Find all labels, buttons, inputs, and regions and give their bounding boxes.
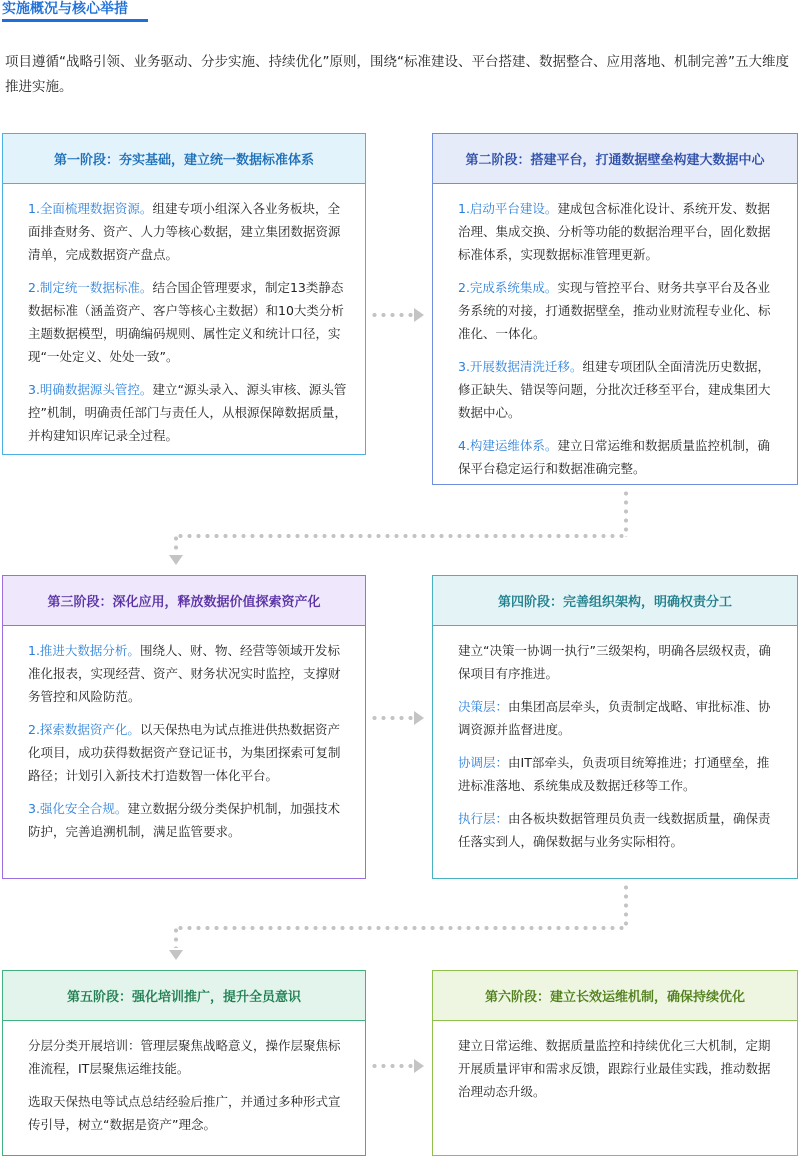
connector-3-4-line — [370, 716, 414, 720]
stage-2-body — [433, 183, 797, 484]
stage-2-item-lead: 2.完成系统集成。 — [458, 280, 558, 295]
stage-1-item-text: 结合国企管理要求，制定13类静态数据标准（涵盖资产、客户等核心主数据）和10大类分析主题数据模型，明确编码规则、属性定义和统计口径，实现“一处定义、处处一致”。 — [28, 280, 344, 364]
stage-1-item — [28, 378, 349, 447]
stage-4-item-text: 由IT部牵头，负责项目统筹推进；打通壁垒，推进标准落地、系统集成及数据迁移等工作。 — [458, 755, 770, 793]
stage-3-item-text: 以天保热电为试点推进供热数据资产化项目，成功获得数据资产登记证书，为集团探索可复制路径；计划引入新技术打造数智一体化平台。 — [28, 722, 341, 783]
stage-3-item — [28, 718, 349, 787]
stage-1-title: 第一阶段：夯实基础，建立统一数据标准体系 — [3, 134, 365, 184]
stage-2-item-text: 建成包含标准化设计、系统开发、数据治理、集成交换、分析等功能的数据治理平台，固化数据标准体系，实现数据标准管理更新。 — [458, 201, 771, 262]
section-title: 实施概况与核心举措 — [2, 0, 152, 22]
stage-4-item-text: 由各板块数据管理员负责一线数据质量，确保责任落实到人，确保数据与业务实际相符。 — [458, 811, 771, 849]
stage-1-item-text: 组建专项小组深入各业务板块，全面排查财务、资产、人力等核心数据，建立集团数据资源清单，完成数据资产盘点。 — [28, 201, 341, 262]
title-underline — [2, 19, 148, 22]
stage-2-box — [432, 133, 798, 485]
stage-5-box — [2, 970, 366, 1156]
stage-1-item-text: 建立“源头录入、源头审核、源头管控”机制，明确责任部门与责任人，从根源保障数据质量，并构建知识库记录全过程。 — [28, 382, 347, 443]
stage-3-item-text: 围绕人、财、物、经营等领域开发标准化报表，实现经营、资产、财务状况实时监控，支撑财务管控和风险防范。 — [28, 643, 341, 704]
stage-5-body — [3, 1020, 365, 1155]
stage-4-item-text: 建立“决策一协调一执行”三级架构，明确各层级权责，确保项目有序推进。 — [458, 643, 771, 681]
stage-5-item-text: 选取天保热电等试点总结经验后推广，并通过多种形式宣传引导，树立“数据是资产”理念。 — [28, 1094, 341, 1132]
stage-2-item — [458, 197, 781, 266]
stage-5-item — [28, 1034, 349, 1080]
stage-3-body — [3, 625, 365, 878]
stage-2-item-text: 组建专项团队全面清洗历史数据，修正缺失、错误等问题，分批次迁移至平台，建成集团大数据中心。 — [458, 359, 771, 420]
stage-3-item — [28, 639, 349, 708]
connector-1-2-arrow — [414, 308, 424, 322]
stage-2-item-lead: 1.启动平台建设。 — [458, 201, 558, 216]
connector-5-6-line — [370, 1064, 414, 1068]
stage-3-title: 第三阶段：深化应用，释放数据价值探索资产化 — [3, 576, 365, 626]
stage-6-item — [458, 1034, 781, 1103]
stage-4-box — [432, 575, 798, 879]
connector-4-5-line-b — [176, 926, 628, 930]
stage-1-item-lead: 3.明确数据源头管控。 — [28, 382, 153, 397]
stage-1-item-lead: 1.全面梳理数据资源。 — [28, 201, 153, 216]
stage-1-item — [28, 276, 349, 368]
connector-2-3-arrow — [169, 555, 183, 565]
connector-1-2-line — [370, 313, 414, 317]
stage-1-body — [3, 183, 365, 454]
stage-1-item — [28, 197, 349, 266]
stage-3-item-lead: 2.探索数据资产化。 — [28, 722, 140, 737]
stage-4-item — [458, 751, 781, 797]
stage-3-item — [28, 797, 349, 843]
stage-3-item-lead: 1.推进大数据分析。 — [28, 643, 140, 658]
stage-4-item-lead: 执行层： — [458, 811, 509, 826]
connector-2-3-line-c — [174, 534, 178, 554]
connector-3-4-arrow — [414, 711, 424, 725]
stage-5-item-text: 分层分类开展培训：管理层聚焦战略意义，操作层聚焦标准流程，IT层聚焦运维技能。 — [28, 1038, 341, 1076]
stage-2-item-text: 实现与管控平台、财务共享平台及各业务系统的对接，打通数据壁垒，推动业财流程专业化、标准化、一体化。 — [458, 280, 771, 341]
stage-6-title: 第六阶段：建立长效运维机制，确保持续优化 — [433, 971, 797, 1021]
stage-2-title: 第二阶段：搭建平台，打通数据壁垒构建大数据中心 — [433, 134, 797, 184]
stage-5-title: 第五阶段：强化培训推广，提升全员意识 — [3, 971, 365, 1021]
connector-4-5-line-c — [174, 926, 178, 948]
stage-3-item-text: 建立数据分级分类保护机制，加强技术防护，完善追溯机制，满足监管要求。 — [28, 801, 340, 839]
stage-3-box — [2, 575, 366, 879]
stage-4-body — [433, 625, 797, 878]
stage-4-item — [458, 695, 781, 741]
connector-4-5-line-a — [624, 883, 628, 929]
connector-2-3-line-b — [176, 534, 628, 538]
stage-1-box — [2, 133, 366, 455]
connector-4-5-arrow — [169, 950, 183, 960]
stage-5-item — [28, 1090, 349, 1136]
stage-4-title: 第四阶段：完善组织架构，明确权责分工 — [433, 576, 797, 626]
stage-6-box — [432, 970, 798, 1156]
stage-2-item — [458, 276, 781, 345]
stage-6-item-text: 建立日常运维、数据质量监控和持续优化三大机制，定期开展质量评审和需求反馈，跟踪行业最佳实践，推动数据治理动态升级。 — [458, 1038, 771, 1099]
stage-1-item-lead: 2.制定统一数据标准。 — [28, 280, 153, 295]
stage-2-item-text: 建立日常运维和数据质量监控机制，确保平台稳定运行和数据准确完整。 — [458, 438, 770, 476]
stage-6-body — [433, 1020, 797, 1155]
intro-paragraph: 项目遵循“战略引领、业务驱动、分步实施、持续优化”原则，围绕“标准建设、平台搭建、数据整合、应用落地、机制完善”五大维度推进实施。 — [5, 54, 789, 95]
stage-4-item-lead: 决策层： — [458, 699, 509, 714]
stage-3-item-lead: 3.强化安全合规。 — [28, 801, 128, 816]
stage-2-item — [458, 355, 781, 424]
stage-2-item-lead: 3.开展数据清洗迁移。 — [458, 359, 583, 374]
stage-2-item — [458, 434, 781, 480]
stage-4-item — [458, 807, 781, 853]
stage-4-item-text: 由集团高层牵头，负责制定战略、审批标准、协调资源并监督进度。 — [458, 699, 771, 737]
connector-2-3-line-a — [624, 489, 628, 537]
stage-4-item-lead: 协调层： — [458, 755, 509, 770]
connector-5-6-arrow — [414, 1059, 424, 1073]
stage-2-item-lead: 4.构建运维体系。 — [458, 438, 558, 453]
stage-4-item — [458, 639, 781, 685]
